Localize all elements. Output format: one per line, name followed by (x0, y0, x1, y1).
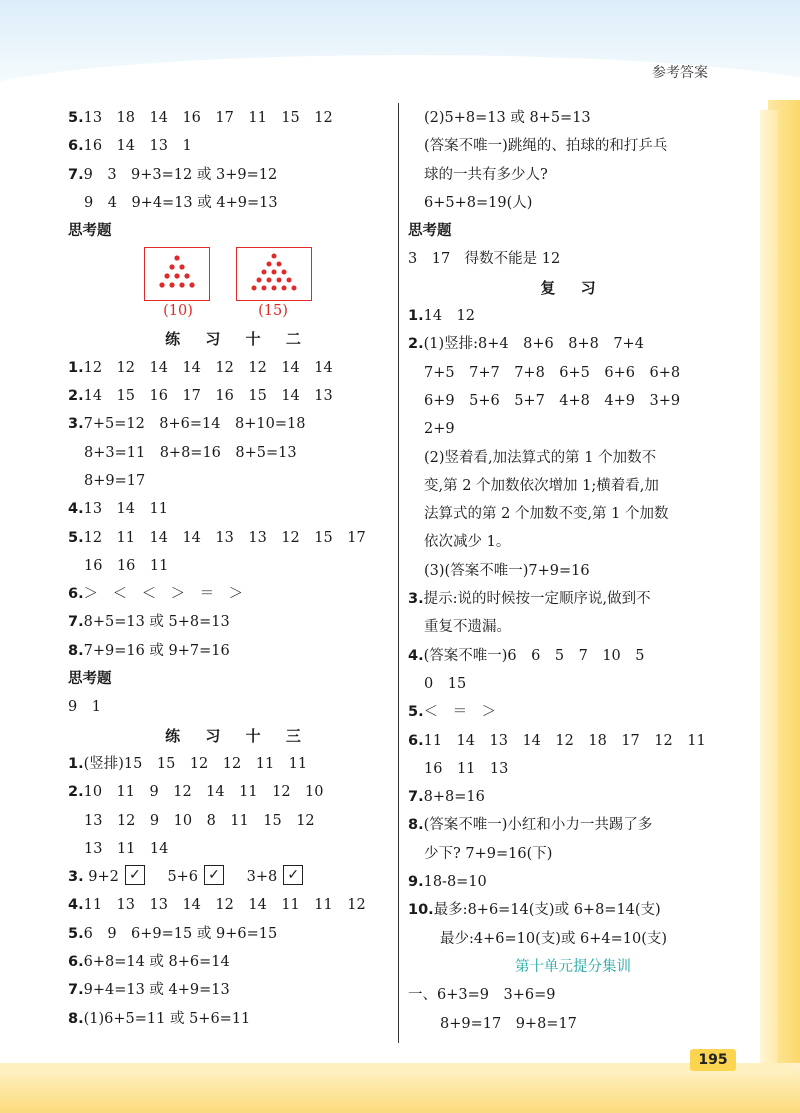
item-number: 3. (68, 869, 84, 886)
check-mark-icon: ✓ (204, 865, 224, 885)
item-number: 一、 (408, 987, 437, 1004)
item-number: 1. (68, 755, 84, 772)
triangle-caption-10: (10) (163, 303, 193, 320)
answer-line (408, 727, 738, 755)
answer-line: 13 11 14 (84, 840, 169, 857)
answer-text: 6 9 6+9=15 或 9+6=15 (83, 925, 278, 942)
answer-text: 8+8=16 (423, 789, 485, 806)
item-number: 7. (68, 166, 84, 183)
item-number: 7. (68, 982, 84, 999)
think-heading: 思考题 (68, 223, 112, 240)
answer-text: 9 3 9+3=12 或 3+9=12 (83, 166, 278, 183)
item-number: 8. (68, 642, 84, 659)
answer-line: 2+9 (424, 421, 455, 438)
item-number: 2. (68, 784, 84, 801)
think-heading: 思考题 (68, 671, 112, 688)
answer-line (68, 410, 408, 438)
item-number: 4. (68, 897, 84, 914)
item-number: 3. (408, 591, 424, 608)
answer-line: 法算式的第 2 个加数不变,第 1 个加数 (424, 506, 669, 523)
answer-text: 16 14 13 1 (83, 138, 192, 155)
answer-text: 6+8=14 或 8+6=14 (83, 954, 230, 971)
answer-line (68, 161, 408, 189)
answer-text: 11 14 13 14 12 18 17 12 11 (423, 732, 706, 749)
answer-line: 0 15 (424, 675, 467, 692)
section-title-review: 复 习 (540, 278, 606, 297)
item-number: 5. (408, 704, 424, 721)
answer-line: 变,第 2 个加数依次增加 1;横着看,加 (424, 477, 659, 494)
section-title-ex13: 练 习 十 三 (165, 726, 311, 745)
answer-text: 7+5=12 8+6=14 8+10=18 (83, 416, 306, 433)
answer-line (408, 330, 738, 358)
answer-line: 重复不遗漏。 (424, 619, 511, 636)
item-number: 6. (68, 138, 84, 155)
answer-text: 12 12 14 14 12 12 14 14 (83, 359, 333, 376)
item-number: 6. (68, 954, 84, 971)
answer-line: 16 16 11 (84, 557, 169, 574)
answer-line (408, 783, 738, 811)
answer-text: 9+2 (88, 869, 119, 886)
answer-line (408, 868, 738, 896)
answer-text: 18-8=10 (423, 874, 487, 891)
item-number: 10. (408, 902, 434, 919)
answer-line: 最少:4+6=10(支)或 6+4=10(支) (440, 930, 668, 947)
answer-text: 6+3=9 3+6=9 (437, 987, 556, 1004)
item-number: 5. (68, 110, 84, 126)
item-number: 8. (408, 817, 424, 834)
answer-line (68, 891, 408, 919)
answer-text: ＞ ＜ ＜ ＞ ＝ ＞ (83, 586, 244, 603)
item-number: 9. (408, 874, 424, 891)
item-number: 2. (408, 336, 424, 353)
answer-line: 球的一共有多少人? (424, 166, 548, 183)
triangle-caption-15: (15) (258, 303, 288, 320)
unit-title: 第十单元提分集训 (515, 958, 631, 975)
answer-text: 提示:说的时候按一定顺序说,做到不 (423, 591, 651, 608)
check-mark-icon: ✓ (283, 865, 303, 885)
answer-line: 13 12 9 10 8 11 15 12 (84, 812, 315, 829)
section-title-ex12: 练 习 十 二 (165, 330, 311, 349)
answer-line (68, 948, 408, 976)
page-number: 195 (690, 1049, 736, 1071)
answer-line (68, 495, 408, 523)
item-number: 6. (68, 586, 84, 603)
answer-line (68, 637, 408, 665)
header-title: 参考答案 (652, 65, 708, 81)
answer-line: (3)(答案不唯一)7+9=16 (424, 562, 590, 579)
answer-text: 11 13 13 14 12 14 11 11 12 (83, 897, 366, 914)
answer-line (408, 811, 738, 839)
answer-line (68, 524, 408, 552)
item-number: 1. (68, 359, 84, 376)
answer-text: 14 12 (423, 308, 476, 325)
item-number: 8. (68, 1010, 84, 1027)
answer-text: 8+5=13 或 5+8=13 (83, 614, 230, 631)
answer-text: (答案不唯一)小红和小力一共踢了多 (423, 817, 653, 834)
answer-line (408, 981, 738, 1009)
item-number: 4. (68, 501, 84, 518)
answer-line: 依次减少 1。 (424, 534, 511, 551)
answer-line (408, 302, 738, 330)
answer-line (68, 354, 408, 382)
answer-line: 3 17 得数不能是 12 (408, 251, 561, 268)
answer-text: 3+8 (246, 869, 278, 886)
think-heading: 思考题 (408, 223, 452, 240)
answer-line: 16 11 13 (424, 760, 509, 777)
answer-line (68, 863, 408, 891)
answer-line: 9 1 (68, 699, 101, 716)
answer-line (408, 585, 738, 613)
answer-text: 7+9=16 或 9+7=16 (83, 642, 230, 659)
answer-text: (答案不唯一)6 6 5 7 10 5 (423, 647, 645, 664)
answer-text: 9+4=13 或 4+9=13 (83, 982, 230, 999)
triangle-figures (68, 245, 408, 325)
answer-line (68, 976, 408, 1004)
answer-line (68, 382, 408, 410)
answer-line: 8+9=17 (84, 472, 146, 489)
answer-line (68, 104, 408, 132)
triangle-dots-10 (144, 247, 210, 301)
answer-text: 5+6 (167, 869, 199, 886)
answer-text: 13 18 14 16 17 11 15 12 (83, 110, 333, 126)
answer-line (68, 580, 408, 608)
answer-line (68, 778, 408, 806)
item-number: 7. (68, 614, 84, 631)
item-number: 3. (68, 416, 84, 433)
answer-text: 10 11 9 12 14 11 12 10 (83, 784, 324, 801)
answer-line (68, 750, 408, 778)
answer-line: 7+5 7+7 7+8 6+5 6+6 6+8 (424, 364, 681, 381)
answer-line (68, 920, 408, 948)
answer-text: 14 15 16 17 16 15 14 13 (83, 388, 333, 405)
item-number: 4. (408, 647, 424, 664)
item-number: 5. (68, 925, 84, 942)
answer-line (408, 896, 738, 924)
answer-line: 8+9=17 9+8=17 (440, 1015, 577, 1032)
answer-line: 6+5+8=19(人) (424, 194, 533, 211)
answer-text: 13 14 11 (83, 501, 168, 518)
item-number: 5. (68, 529, 84, 546)
answer-line: 8+3=11 8+8=16 8+5=13 (84, 444, 297, 461)
answer-text: (1)6+5=11 或 5+6=11 (83, 1010, 251, 1027)
check-mark-icon: ✓ (125, 865, 145, 885)
left-column (68, 104, 408, 1033)
item-number: 7. (408, 789, 424, 806)
item-number: 1. (408, 308, 424, 325)
answer-line: 6+9 5+6 5+7 4+8 4+9 3+9 (424, 392, 681, 409)
item-number: 6. (408, 732, 424, 749)
triangle-dots-15 (236, 247, 312, 301)
answer-text: 12 11 14 14 13 13 12 15 17 (83, 529, 366, 546)
answer-text: ＜ ＝ ＞ (423, 704, 497, 721)
answer-line (408, 698, 738, 726)
answer-line (68, 608, 408, 636)
answer-line: 少下? 7+9=16(下) (424, 845, 553, 862)
answer-line: (2)5+8=13 或 8+5=13 (424, 110, 591, 126)
item-number: 2. (68, 388, 84, 405)
answer-line: 9 4 9+4=13 或 4+9=13 (84, 194, 278, 211)
answer-text: (竖排)15 15 12 12 11 11 (83, 755, 308, 772)
answer-text: 最多:8+6=14(支)或 6+8=14(支) (433, 902, 661, 919)
right-column (408, 104, 738, 1038)
answer-line: (答案不唯一)跳绳的、拍球的和打乒乓 (424, 138, 668, 155)
answer-line: (2)竖着看,加法算式的第 1 个加数不 (424, 449, 657, 466)
answer-line (68, 1005, 408, 1033)
answer-line (408, 642, 738, 670)
answer-text: (1)竖排:8+4 8+6 8+8 7+4 (423, 336, 644, 353)
answer-line (68, 132, 408, 160)
